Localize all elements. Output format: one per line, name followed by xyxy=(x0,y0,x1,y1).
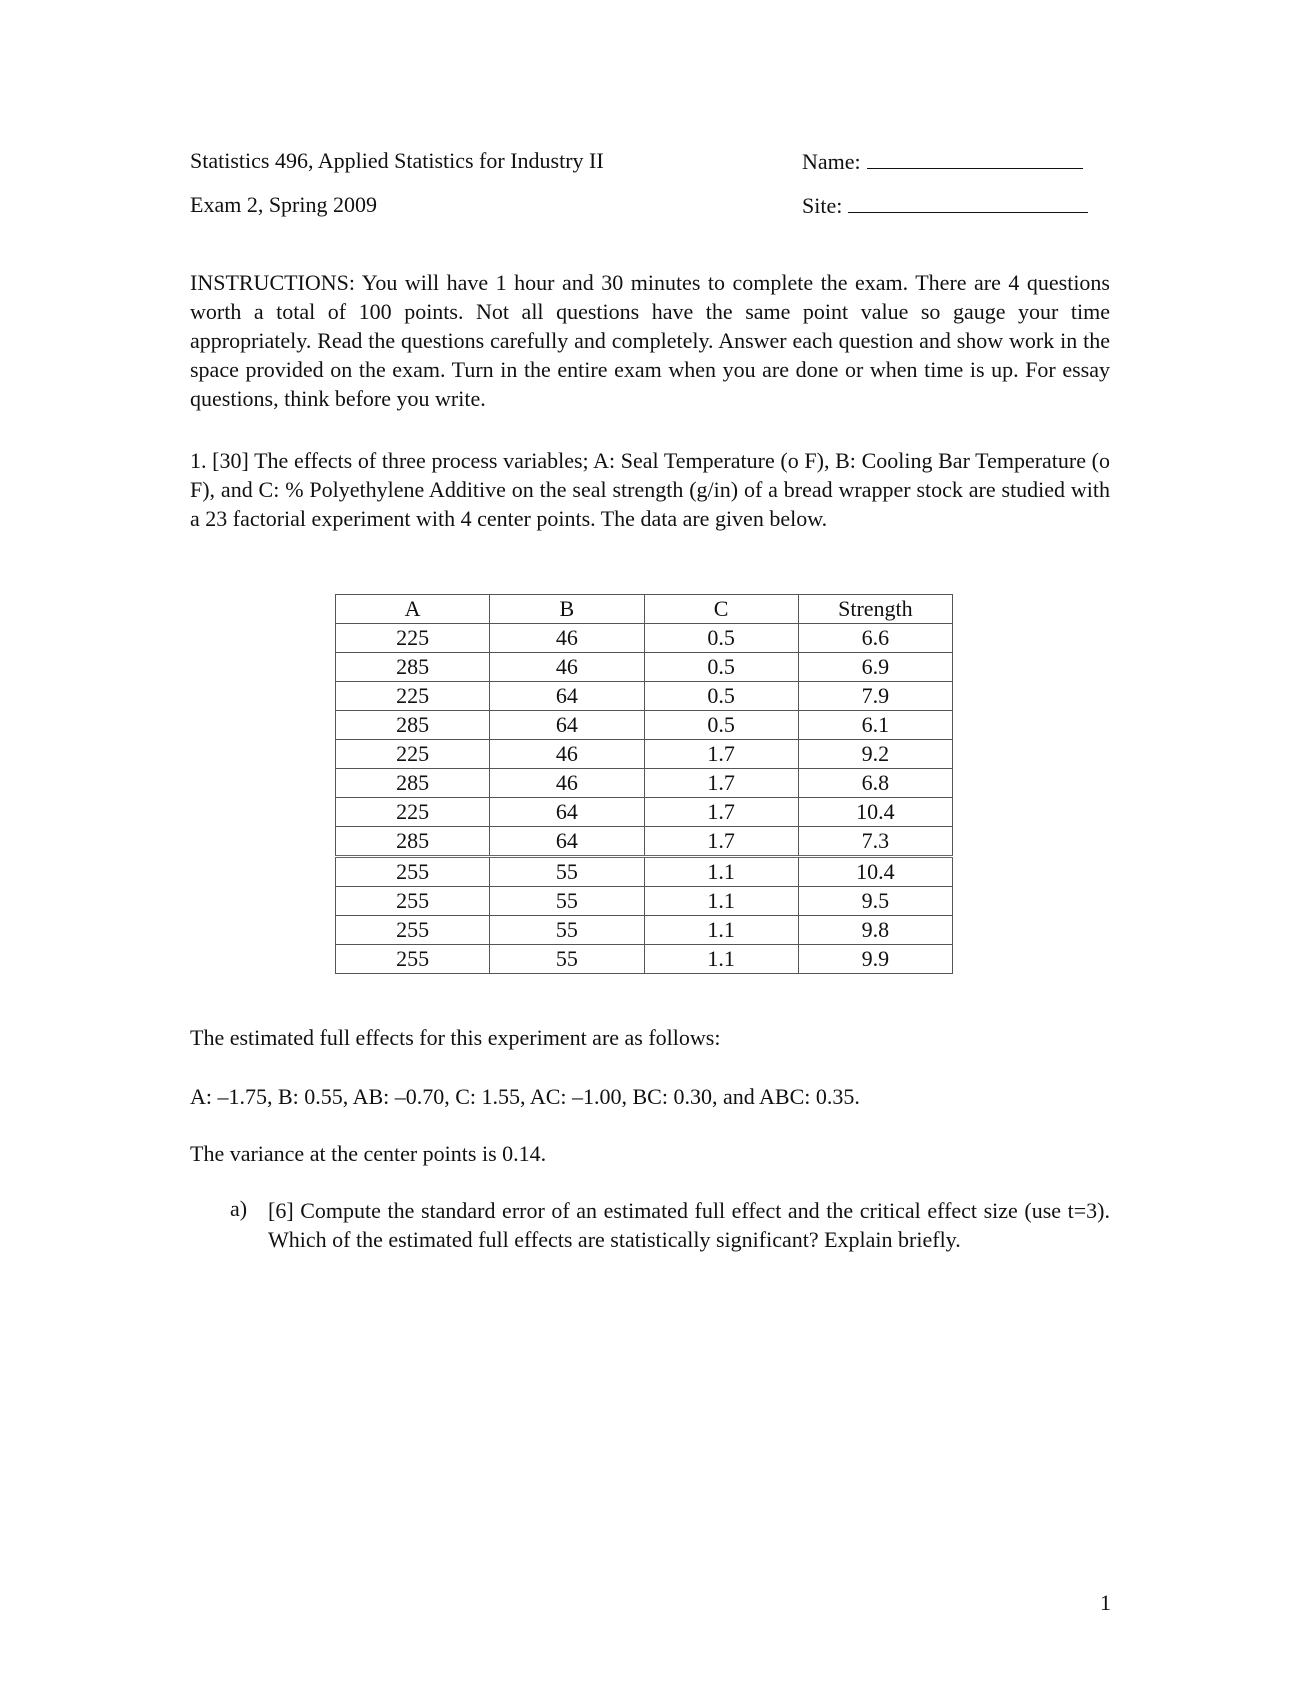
table-row xyxy=(336,857,953,887)
header-row-1 xyxy=(190,148,1110,178)
table-row xyxy=(336,887,953,916)
variance-note: The variance at the center points is 0.14. xyxy=(190,1141,547,1166)
cell-a: 225 xyxy=(336,624,490,653)
cell-strength: 9.5 xyxy=(798,887,952,916)
cell-strength: 6.1 xyxy=(798,711,952,740)
cell-strength: 7.9 xyxy=(798,682,952,711)
page-number: 1 xyxy=(1100,1590,1111,1615)
cell-b: 55 xyxy=(490,887,644,916)
cell-a: 255 xyxy=(336,945,490,974)
cell-c: 1.1 xyxy=(644,857,798,887)
cell-a: 255 xyxy=(336,887,490,916)
cell-a: 225 xyxy=(336,682,490,711)
column-header-b: B xyxy=(490,595,644,624)
part-a-text: [6] Compute the standard error of an estimated full effect and the critical effect size (use t=3). Which of the estimated full effects are statistically significant? Explain briefly. xyxy=(268,1198,1110,1252)
cell-strength: 9.8 xyxy=(798,916,952,945)
cell-b: 46 xyxy=(490,769,644,798)
cell-a: 285 xyxy=(336,653,490,682)
header-row-2 xyxy=(190,192,1110,222)
cell-a: 225 xyxy=(336,740,490,769)
table-row xyxy=(336,827,953,857)
table-row xyxy=(336,916,953,945)
cell-b: 55 xyxy=(490,857,644,887)
table-row xyxy=(336,798,953,827)
cell-strength: 6.8 xyxy=(798,769,952,798)
cell-b: 55 xyxy=(490,945,644,974)
cell-strength: 6.6 xyxy=(798,624,952,653)
question-1-intro: 1. [30] The effects of three process variables; A: Seal Temperature (o F), B: Cooling Bar Temperature (o F), and C: % Polyethylene Additive on the seal strength (g/in) of a bread wrapper stock are studied with a 23 factorial experiment with 4 center points. The data are given below. xyxy=(190,448,1110,531)
cell-b: 46 xyxy=(490,740,644,769)
name-label: Name: xyxy=(802,149,861,174)
cell-b: 55 xyxy=(490,916,644,945)
data-table xyxy=(335,594,953,974)
table-row xyxy=(336,769,953,798)
cell-strength: 6.9 xyxy=(798,653,952,682)
site-blank-line[interactable] xyxy=(848,192,1088,213)
table-row xyxy=(336,653,953,682)
cell-c: 0.5 xyxy=(644,682,798,711)
table-row xyxy=(336,711,953,740)
table-header-row xyxy=(336,595,953,624)
cell-b: 46 xyxy=(490,653,644,682)
effects-list: A: –1.75, B: 0.55, AB: –0.70, C: 1.55, AC: –1.00, BC: 0.30, and ABC: 0.35. xyxy=(190,1084,860,1109)
cell-c: 1.1 xyxy=(644,945,798,974)
cell-c: 1.7 xyxy=(644,769,798,798)
cell-a: 225 xyxy=(336,798,490,827)
part-a-label: a) xyxy=(230,1196,248,1221)
name-field[interactable] xyxy=(802,148,1083,175)
exam-title: Exam 2, Spring 2009 xyxy=(190,192,377,217)
effects-intro: The estimated full effects for this experiment are as follows: xyxy=(190,1025,721,1050)
cell-strength: 10.4 xyxy=(798,798,952,827)
column-header-c: C xyxy=(644,595,798,624)
cell-b: 46 xyxy=(490,624,644,653)
cell-b: 64 xyxy=(490,682,644,711)
name-blank-line[interactable] xyxy=(867,148,1083,169)
cell-a: 285 xyxy=(336,711,490,740)
cell-strength: 10.4 xyxy=(798,857,952,887)
cell-a: 285 xyxy=(336,827,490,857)
cell-a: 285 xyxy=(336,769,490,798)
cell-c: 0.5 xyxy=(644,624,798,653)
cell-strength: 7.3 xyxy=(798,827,952,857)
table-row xyxy=(336,740,953,769)
cell-a: 255 xyxy=(336,857,490,887)
cell-c: 1.1 xyxy=(644,916,798,945)
cell-b: 64 xyxy=(490,827,644,857)
table-row xyxy=(336,624,953,653)
cell-c: 0.5 xyxy=(644,711,798,740)
cell-c: 1.7 xyxy=(644,827,798,857)
cell-a: 255 xyxy=(336,916,490,945)
cell-c: 0.5 xyxy=(644,653,798,682)
column-header-strength: Strength xyxy=(798,595,952,624)
site-field[interactable] xyxy=(802,192,1088,219)
cell-c: 1.7 xyxy=(644,798,798,827)
cell-c: 1.7 xyxy=(644,740,798,769)
column-header-a: A xyxy=(336,595,490,624)
cell-strength: 9.2 xyxy=(798,740,952,769)
cell-b: 64 xyxy=(490,798,644,827)
cell-strength: 9.9 xyxy=(798,945,952,974)
table-row xyxy=(336,682,953,711)
table-row xyxy=(336,945,953,974)
cell-c: 1.1 xyxy=(644,887,798,916)
course-title: Statistics 496, Applied Statistics for Industry II xyxy=(190,148,604,173)
site-label: Site: xyxy=(802,193,843,218)
cell-b: 64 xyxy=(490,711,644,740)
instructions-paragraph: INSTRUCTIONS: You will have 1 hour and 30 minutes to complete the exam. There are 4 questions worth a total of 100 points. Not all questions have the same point value so gauge your time appropriately. Read the questions carefully and completely. Answer each question and show work in the space provided on the exam. Turn in the entire exam when you are done or when time is up. For essay questions, think before you write. xyxy=(190,270,1110,411)
